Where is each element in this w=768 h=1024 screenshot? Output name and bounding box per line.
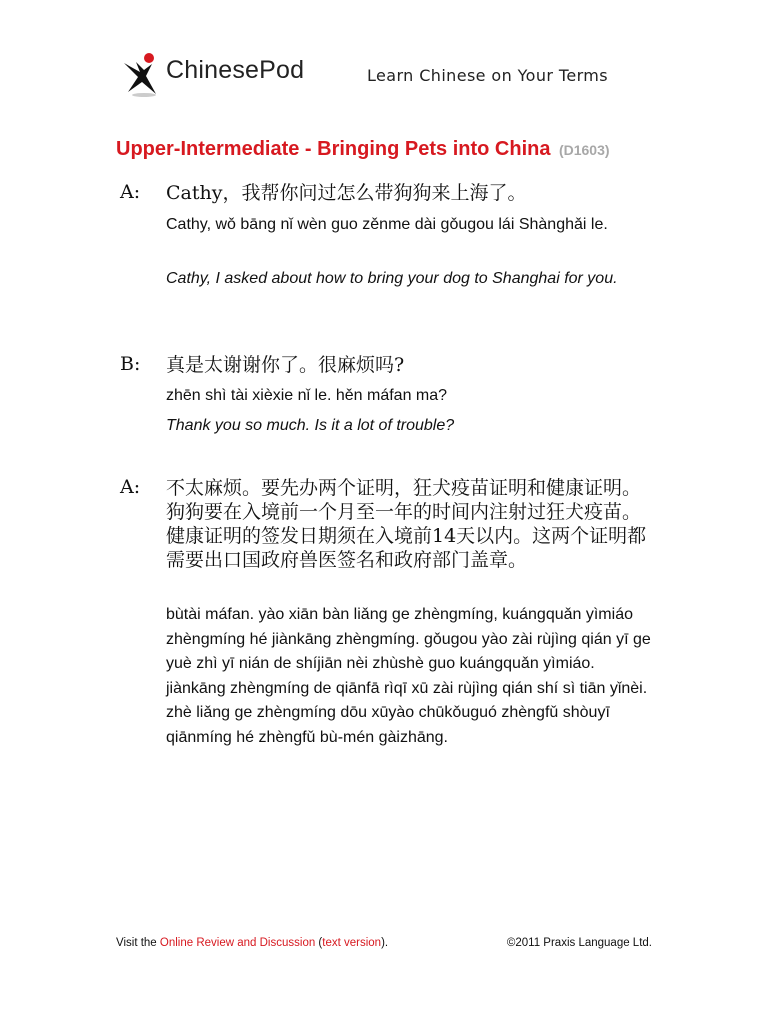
pinyin-text: bùtài máfan. yào xiān bàn liǎng ge zhèngmíng, kuángquǎn yìmiáo zhèngmíng hé jiànkāng zhèngmíng. gǒugou yào zài rùjìng qián yī ge yuè zhì yī nián de shíjiān nèi zhùshè guo kuángquǎn yìmiáo. jiànkāng zhèngmíng de qiānfā rìqī xū zài rùjìng qián shí sì tiān yǐnèi. zhè liǎng ge zhèngmíng dōu xūyào chūkǒuguó zhèngfǔ shòuyī qiānmíng hé zhèngfǔ bù-mén gàizhāng. — [166, 606, 651, 746]
footer-links — [116, 937, 388, 949]
header-banner — [116, 46, 632, 104]
lesson-title-text: Upper-Intermediate - Bringing Pets into China — [116, 138, 551, 160]
lesson-title — [116, 138, 610, 161]
pinyin-text: zhēn shì tài xièxie nǐ le. hěn máfan ma? — [166, 387, 448, 404]
pinyin-text: Cathy, wǒ bāng nǐ wèn guo zěnme dài gǒugou lái Shànghǎi le. — [166, 216, 608, 233]
person-figure-logo-icon — [122, 52, 164, 98]
hanzi-text: Cathy，我帮你问过怎么带狗狗来上海了。 — [166, 182, 527, 204]
footer-prefix: Visit the — [116, 937, 160, 949]
online-review-link[interactable]: Online Review and Discussion — [159, 937, 316, 949]
hanzi-text: 不太麻烦。要先办两个证明，狂犬疫苗证明和健康证明。狗狗要在入境前一个月至一年的时间内注射过狂犬疫苗。健康证明的签发日期须在入境前14天以内。这两个证明都需要出口国政府兽医签名和政府部门盖章。 — [166, 477, 647, 571]
speaker-label: A: — [120, 476, 141, 498]
text-version-link[interactable]: text version — [322, 937, 382, 949]
english-translation: Thank you so much. Is it a lot of trouble? — [166, 417, 455, 434]
logo-text: ChinesePod — [166, 56, 305, 84]
copyright-notice: ©2011 Praxis Language Ltd. — [506, 937, 652, 949]
footer-suffix: ). — [381, 937, 389, 949]
hanzi-text: 真是太谢谢你了。很麻烦吗? — [166, 354, 405, 376]
footer-mid: ( — [315, 937, 323, 949]
tagline: Learn Chinese on Your Terms — [367, 66, 608, 85]
speaker-label: A: — [120, 181, 141, 203]
lesson-code: (D1603) — [558, 142, 610, 158]
english-translation: Cathy, I asked about how to bring your dog to Shanghai for you. — [166, 270, 618, 287]
speaker-label: B: — [120, 353, 141, 375]
